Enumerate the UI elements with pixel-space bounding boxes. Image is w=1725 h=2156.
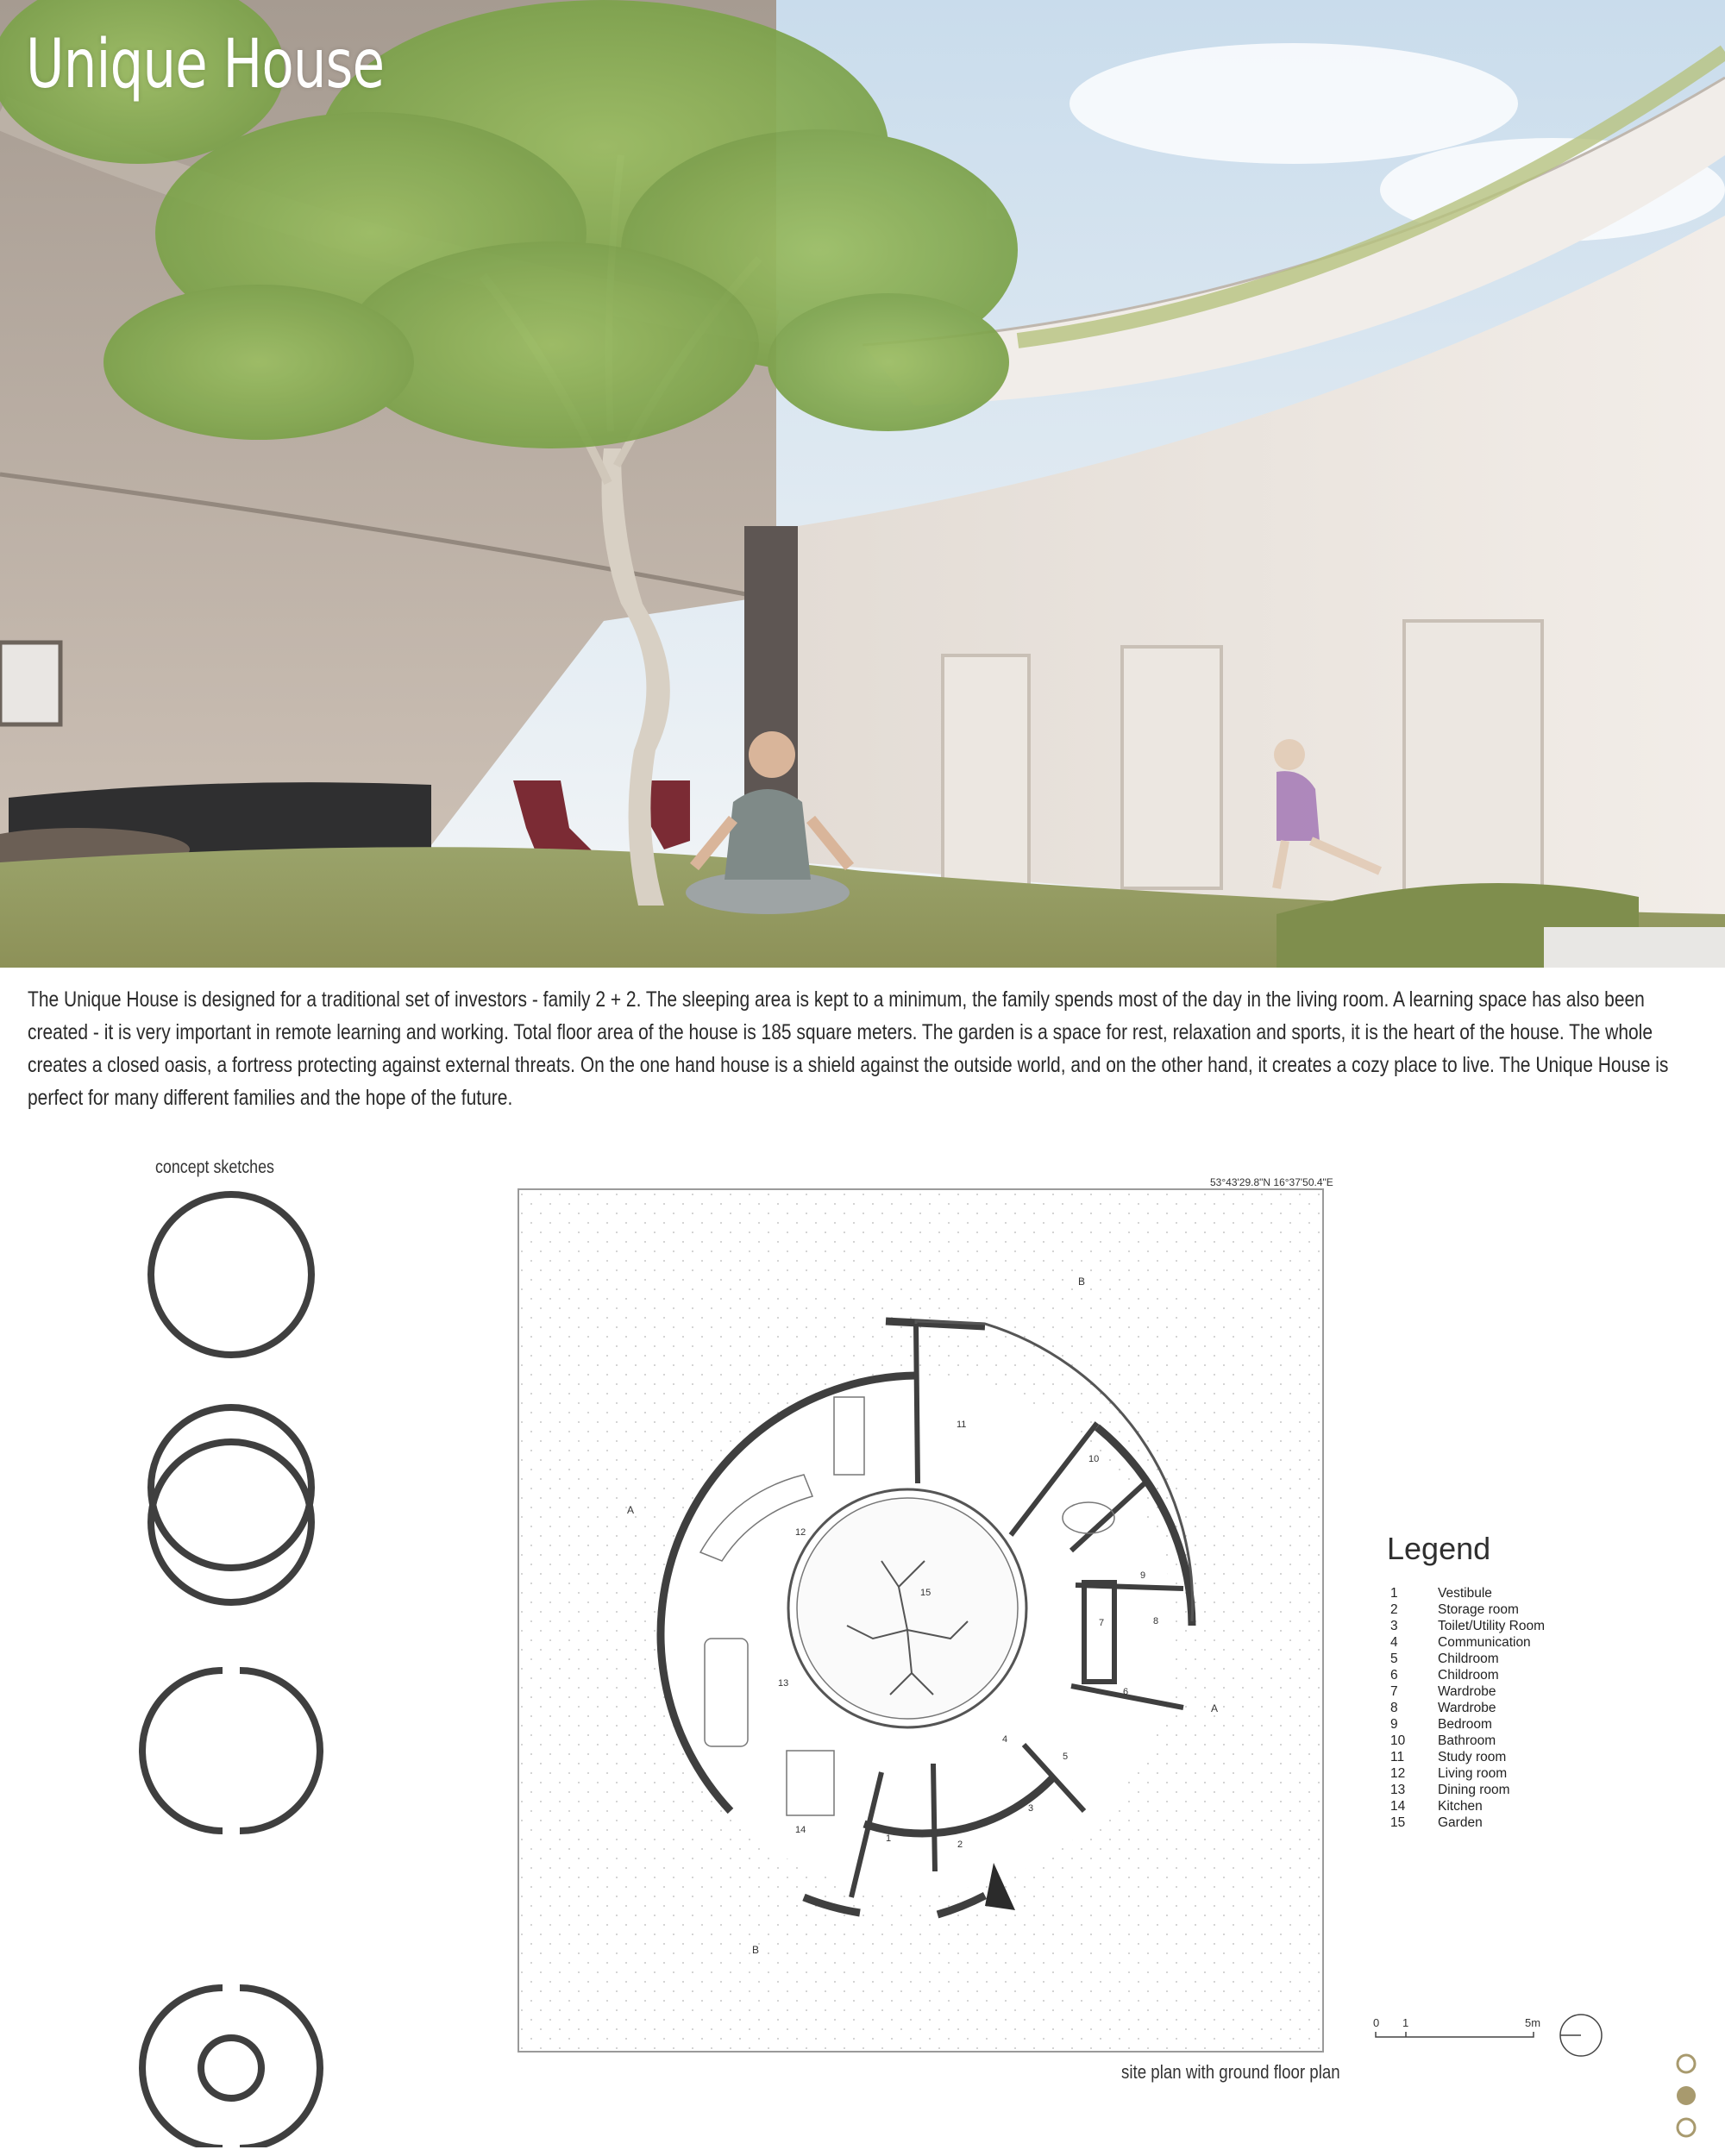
room-number: 1 xyxy=(886,1833,892,1844)
room-number: 15 xyxy=(920,1588,932,1598)
legend-item: 5 Childroom xyxy=(1390,1651,1499,1666)
legend-item: 15 Garden xyxy=(1390,1815,1483,1830)
window-left xyxy=(0,642,60,724)
legend-item: 7 Wardrobe xyxy=(1390,1684,1496,1699)
courtyard-render xyxy=(0,0,1725,968)
sketch-overlapping-circles-bottom xyxy=(151,1442,311,1602)
room-number: 12 xyxy=(795,1527,806,1538)
room-number: 11 xyxy=(957,1420,967,1430)
sketch-circle xyxy=(151,1194,311,1355)
wall-study xyxy=(916,1324,918,1483)
room-number: 6 xyxy=(1123,1687,1129,1697)
legend-item: 2 Storage room xyxy=(1390,1602,1519,1617)
sketch-split-circle-left xyxy=(142,1670,223,1831)
room-number: 13 xyxy=(778,1678,789,1689)
legend-item: 9 Bedroom xyxy=(1390,1717,1492,1732)
ground-floor-plan xyxy=(519,1190,1322,2051)
legend-title: Legend xyxy=(1387,1531,1491,1566)
page-dot xyxy=(1678,2119,1695,2136)
room-number: 4 xyxy=(1002,1734,1008,1745)
scale-bar xyxy=(1371,2009,1613,2061)
section-mark-b-north: B xyxy=(1078,1275,1086,1288)
room-number: 8 xyxy=(1153,1616,1159,1626)
legend-item: 3 Toilet/Utility Room xyxy=(1390,1619,1546,1633)
room-number: 14 xyxy=(795,1825,806,1835)
concept-sketches xyxy=(138,1181,345,2147)
legend-item: 11 Study room xyxy=(1390,1750,1507,1764)
page-dot-active xyxy=(1677,2086,1696,2105)
room-number: 7 xyxy=(1099,1618,1105,1628)
wall-wardrobe xyxy=(1076,1585,1183,1589)
room-number: 2 xyxy=(957,1839,963,1850)
sketch-split-ring-right xyxy=(240,1988,320,2147)
scale-label: 1 xyxy=(1402,2016,1409,2029)
page-title: Unique House xyxy=(26,26,385,103)
sketch-split-ring-left xyxy=(142,1988,223,2147)
section-mark-a-west: A xyxy=(627,1504,635,1516)
site-coordinates: 53°43'29.8"N 16°37'50.4"E xyxy=(1210,1176,1333,1188)
plan-caption: site plan with ground floor plan xyxy=(1121,2061,1340,2083)
door-2 xyxy=(1122,647,1221,888)
legend-list xyxy=(1390,1585,1545,1831)
legend-item: 10 Bathroom xyxy=(1390,1733,1496,1748)
page-indicator xyxy=(1669,2051,1703,2146)
room-number: 3 xyxy=(1028,1803,1034,1814)
legend-item: 6 Childroom xyxy=(1390,1668,1499,1683)
legend-item: 1 Vestibule xyxy=(1390,1586,1492,1601)
sketch-inner-circle xyxy=(201,2038,261,2098)
wall-storage xyxy=(933,1764,935,1871)
room-number: 9 xyxy=(1140,1570,1146,1581)
legend-item: 4 Communication xyxy=(1390,1635,1531,1650)
sketch-overlapping-circles-top xyxy=(151,1407,311,1568)
room-number: 10 xyxy=(1088,1454,1100,1464)
section-mark-b-south: B xyxy=(752,1944,760,1956)
section-mark-a-east: A xyxy=(1211,1702,1219,1714)
scale-label: 0 xyxy=(1373,2016,1380,2029)
concept-sketches-label: concept sketches xyxy=(155,1157,274,1177)
sketch-split-circle-right xyxy=(240,1670,320,1831)
legend-item: 14 Kitchen xyxy=(1390,1799,1483,1814)
legend-item: 8 Wardrobe xyxy=(1390,1701,1496,1715)
room-number: 5 xyxy=(1063,1752,1069,1762)
scale-label: 5m xyxy=(1525,2016,1541,2029)
legend-item: 12 Living room xyxy=(1390,1766,1508,1781)
door-1 xyxy=(943,655,1029,888)
site-plan-frame xyxy=(518,1188,1324,2053)
project-description: The Unique House is designed for a traditional set of investors - family 2 + 2. The sleeping area is kept to a minimum, the family spends most of the day in the living room. A learning space has also been created - it is very important in remote learning and working. Total floor area of the house is 185 square meters. The garden is a space for rest, relaxation and sports, it is the heart of the house. The whole creates a closed oasis, a fortress protecting against external threats. On the one hand house is a shield against the outside world, and on the other hand, it creates a cozy place to live. The Unique House is perfect for many different families and the hope of the future. xyxy=(28,987,1669,1110)
page-dot xyxy=(1678,2055,1695,2072)
door-3 xyxy=(1404,621,1542,906)
legend-item: 13 Dining room xyxy=(1390,1783,1510,1797)
